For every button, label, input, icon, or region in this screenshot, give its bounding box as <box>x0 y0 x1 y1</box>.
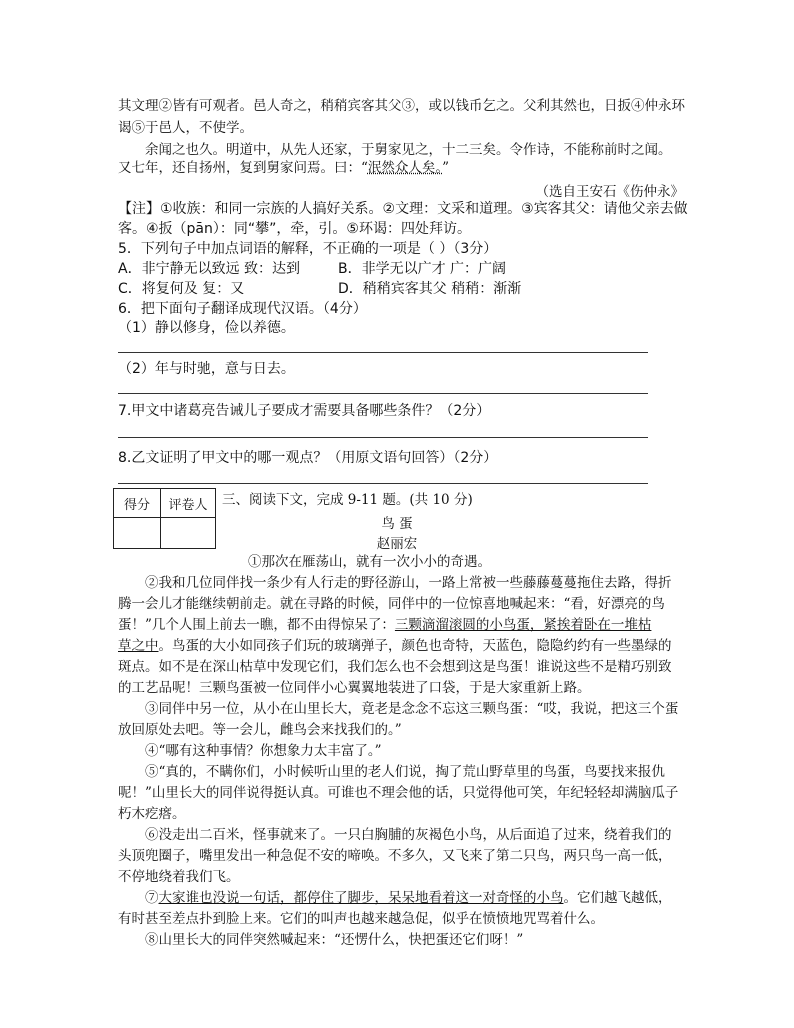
passage-b-text: ” <box>442 160 450 176</box>
q6-sentence-1: （1）静以修身，俭以养德。 <box>118 320 295 336</box>
essay-line: 斑点。如不是在深山枯草中发现它们，我们怎么也不会想到这是鸟蛋！谁说这些不是精巧别致 <box>118 659 672 675</box>
essay-paragraph: ④“哪有这种事情？你想象力太丰富了。” <box>145 743 382 759</box>
notes-line: 客。④扳（pān）：同“攀”，牵，引。⑤环谒：四处拜访。 <box>118 221 471 237</box>
grader-header: 评卷人 <box>161 489 216 518</box>
essay-line: 头顶兜圈子，嘴里发出一种急促不安的啼唤。不多久，又飞来了第二只鸟，两只鸟一高一低， <box>118 848 672 864</box>
essay-paragraph: ⑧山里长大的同伴突然喊起来：“还愣什么，快把蛋还它们呀！” <box>145 932 524 948</box>
essay-line: 有时甚至差点扑到脸上来。它们的叫声也越来越急促，似乎在愤愤地咒骂着什么。 <box>118 911 604 927</box>
essay-text: ⑦ <box>145 890 159 906</box>
essay-text: 。它们越飞越低， <box>563 890 672 906</box>
essay-line: 朽木疙瘩。 <box>118 806 186 822</box>
essay-title: 鸟 蛋 <box>381 516 413 532</box>
answer-line[interactable] <box>118 393 648 394</box>
essay-line: 腾一会儿才能继续朝前走。就在寻路的时候，同伴中的一位惊喜地喊起来：“看，好漂亮的鸟 <box>118 596 665 612</box>
q5-option-b[interactable]: B．非学无以广才 广：广阔 <box>338 261 507 277</box>
passage-b-line <box>118 158 678 178</box>
essay-paragraph: ①那次在雁荡山，就有一次小小的奇遇。 <box>248 554 491 570</box>
passage-b-underlined: 泯然众人矣。 <box>367 160 443 176</box>
q5-option-a[interactable]: A．非宁静无以致远 致：达到 <box>118 261 301 277</box>
passage-b-line: 其文理②皆有可观者。邑人奇之，稍稍宾客其父③，或以钱币乞之。父利其然也，日扳④仲永环 <box>118 98 685 114</box>
passage-b-line: 余闻之也久。明道中，从先人还家，于舅家见之，十二三矣。令作诗，不能称前时之闻。 <box>145 142 672 158</box>
essay-line: 不停地绕着我们飞。 <box>118 869 240 885</box>
essay-paragraph <box>145 888 705 908</box>
essay-line: 的工艺品呢！三颗鸟蛋被一位同伴小心翼翼地装进了口袋，于是大家重新上路。 <box>118 680 591 696</box>
q5-option-d[interactable]: D．稍稍宾客其父 稍稍：渐渐 <box>338 281 522 297</box>
q7-question: 7.甲文中诸葛亮告诫儿子要成才需要具备哪些条件？（2分） <box>118 403 491 419</box>
answer-line[interactable] <box>118 437 648 438</box>
essay-line <box>118 615 678 635</box>
essay-line: 呢！”山里长大的同伴说得挺认真。可谁也不理会他的话，只觉得他可笑，年纪轻轻却满脑瓜子 <box>118 785 679 801</box>
essay-paragraph: ③同伴中另一位，从小在山里长大，竟老是念念不忘这三颗鸟蛋：“哎，我说，把这三个蛋 <box>145 701 679 717</box>
q5-option-c[interactable]: C．将复何及 复：又 <box>118 281 245 297</box>
essay-line <box>118 636 678 656</box>
essay-line: 放回原处去吧。等一会儿，雌鸟会来找我们的。” <box>118 722 402 738</box>
essay-text: 。鸟蛋的大小如同孩子们玩的玻璃弹子，颜色也奇特，天蓝色，隐隐约约有一些墨绿的 <box>158 638 672 654</box>
passage-b-line: 谒⑤于邑人，不使学。 <box>118 120 253 136</box>
essay-paragraph: ⑥没走出二百米，怪事就来了。一只白胸脯的灰褐色小鸟，从后面追了过来，绕着我们的 <box>145 827 672 843</box>
notes-line: 【注】①收族：和同一宗族的人搞好关系。②文理：文采和道理。③宾客其父：请他父亲去做 <box>118 201 688 217</box>
essay-paragraph: ②我和几位同伴找一条少有人行走的野径游山，一路上常被一些藤藤蔓蔓拖住去路，得折 <box>145 575 672 591</box>
essay-underlined: 三颗滴溜滚圆的小鸟蛋，紧挨着卧在一堆枯 <box>394 617 652 633</box>
essay-paragraph: ⑤“真的，不瞒你们，小时候听山里的老人们说，掏了荒山野草里的鸟蛋，鸟要找来报仇 <box>145 764 665 780</box>
section-header: 三、阅读下文，完成 9-11 题。(共 10 分) <box>222 492 473 508</box>
essay-author: 赵丽宏 <box>376 536 418 552</box>
answer-line[interactable] <box>118 352 648 353</box>
essay-underlined: 大家谁也没说一句话，都停住了脚步，呆呆地看着这一对奇怪的小鸟 <box>158 890 564 906</box>
essay-underlined: 草之中 <box>118 638 159 654</box>
q5-stem: 5．下列句子中加点词语的解释，不正确的一项是（ ）（3分） <box>118 241 498 257</box>
q6-stem: 6．把下面句子翻译成现代汉语。（4分） <box>118 301 367 317</box>
source-citation: （选自王安石《伤仲永》 <box>535 184 684 200</box>
q8-question: 8.乙文证明了甲文中的哪一观点？（用原文语句回答）（2分） <box>118 450 498 466</box>
answer-line[interactable] <box>118 483 648 484</box>
score-header: 得分 <box>114 489 161 518</box>
q6-sentence-2: （2）年与时驰，意与日去。 <box>118 361 295 377</box>
passage-b-text: 又七年，还自扬州，复到舅家问焉。曰：“ <box>118 160 368 176</box>
essay-text: 蛋！”几个人围上前去一瞧，都不由得惊呆了： <box>118 617 395 633</box>
